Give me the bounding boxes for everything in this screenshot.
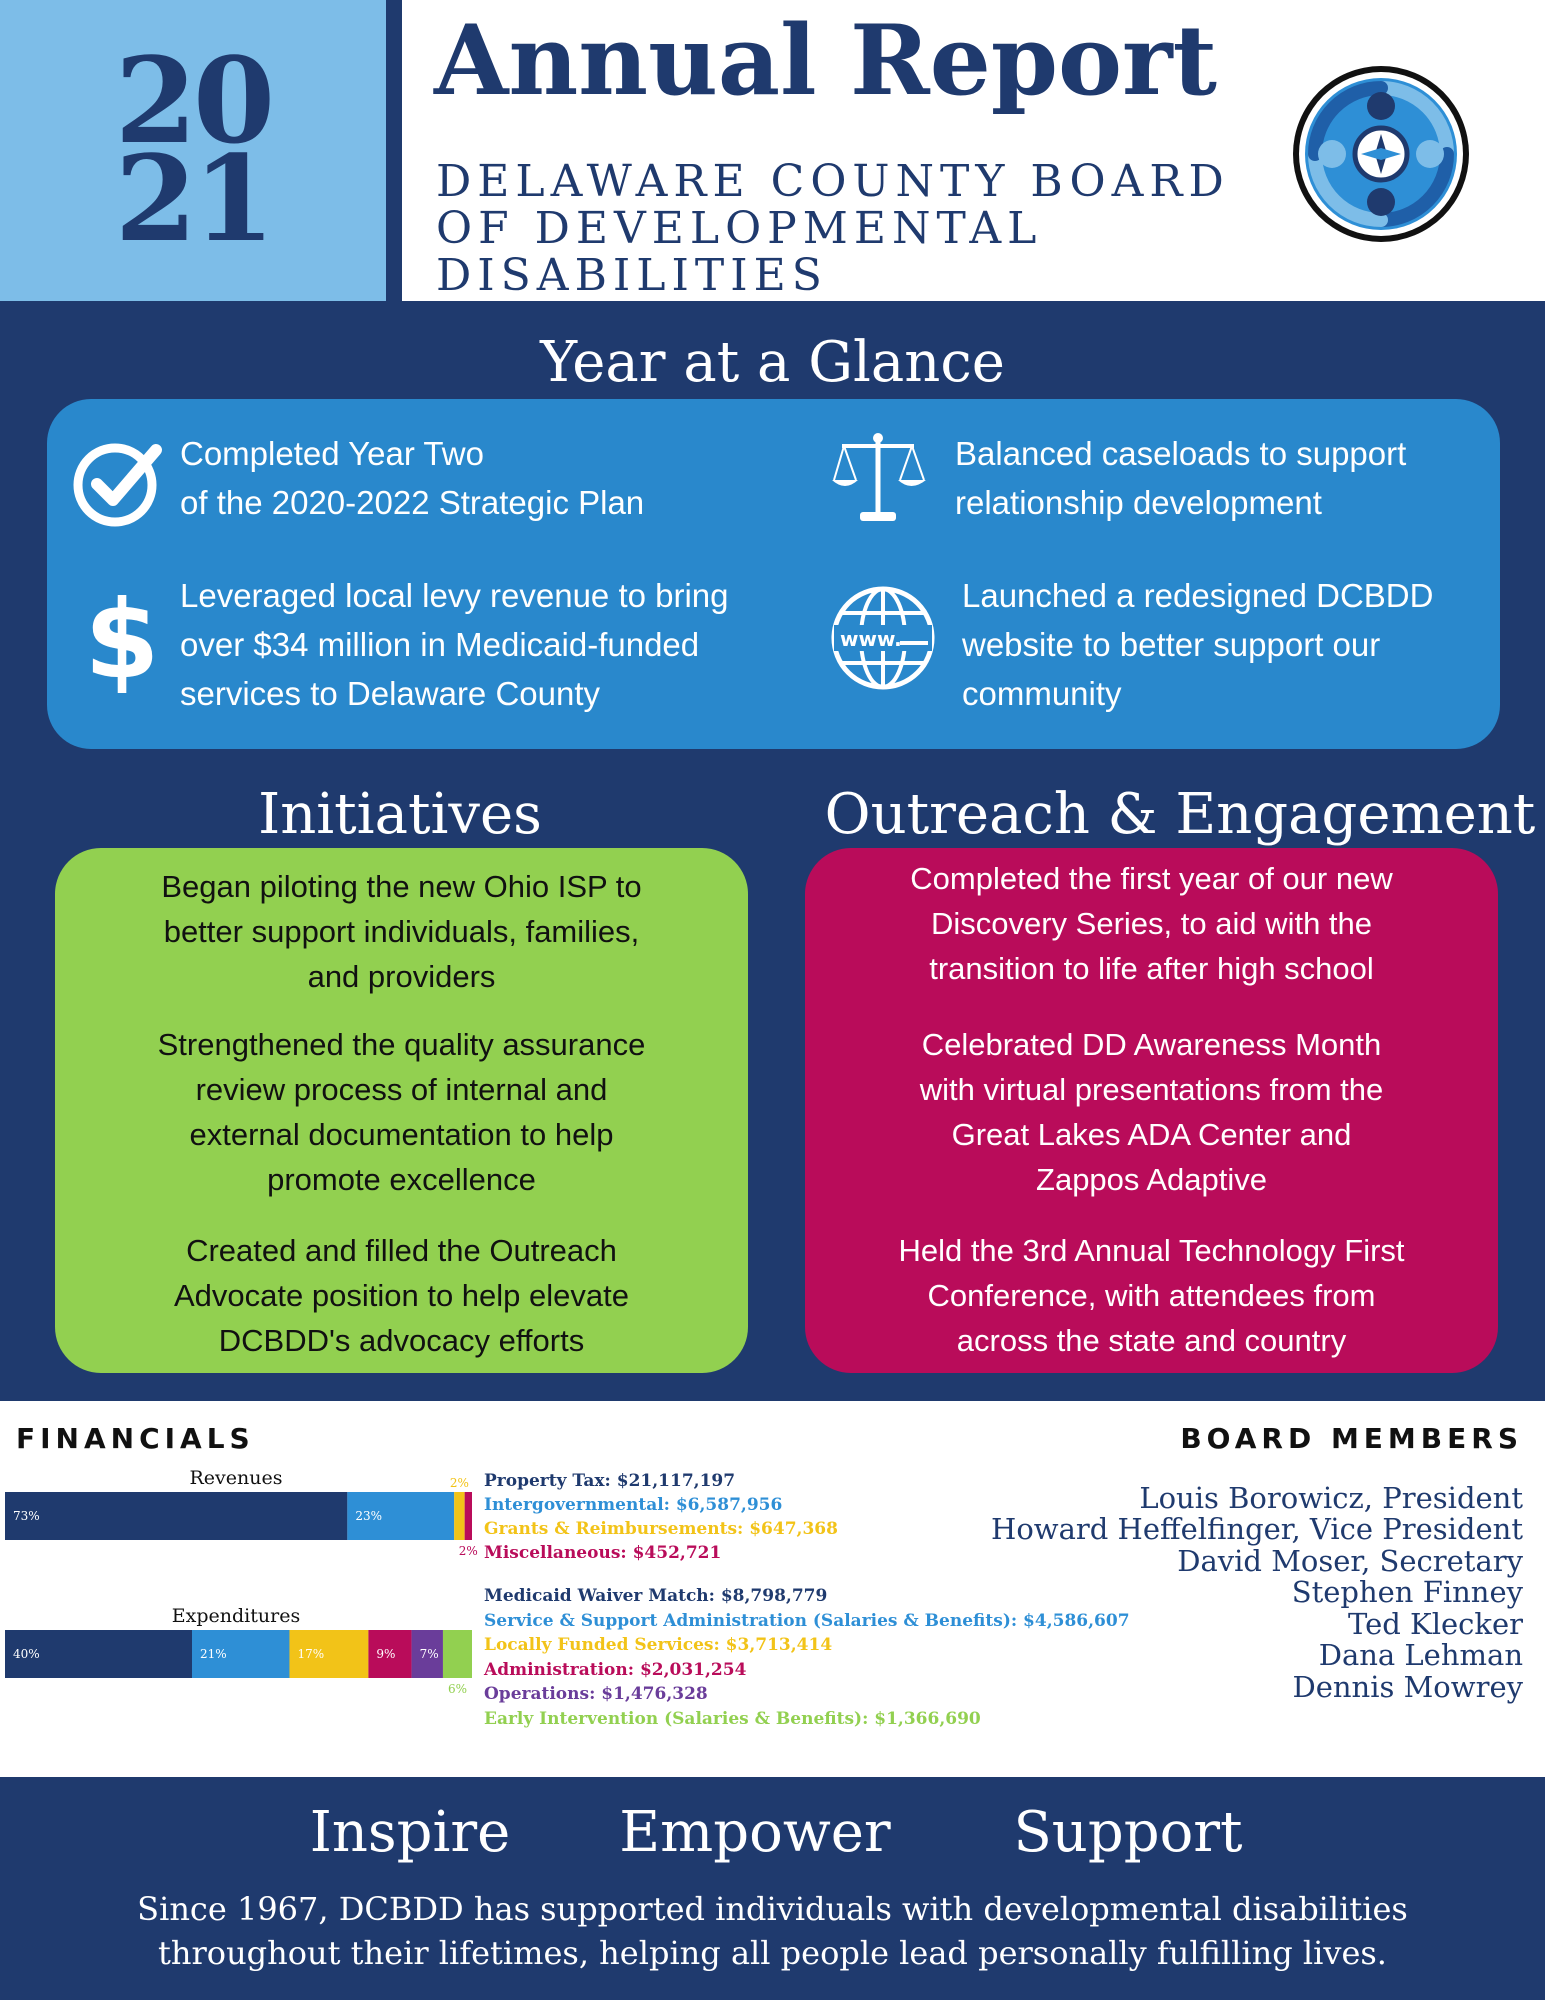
outreach-text-line: Celebrated DD Awareness Month: [921, 1027, 1382, 1062]
initiative-text-line: and providers: [307, 959, 496, 994]
initiative-item: [55, 1022, 748, 1202]
motto-support: Support: [1013, 1800, 1243, 1865]
legend-entry: Locally Funded Services: $3,713,414: [484, 1635, 833, 1655]
initiatives-panel: [55, 848, 748, 1373]
glance-text-line: website to better support our: [962, 626, 1381, 663]
initiative-text-line: Strengthened the quality assurance: [157, 1027, 646, 1062]
header-divider: [386, 0, 402, 301]
bar-data-label: 40%: [13, 1647, 40, 1661]
glance-text-line: over $34 million in Medicaid-funded: [180, 626, 700, 663]
bar-segment: [465, 1492, 472, 1540]
glance-text-line: of the 2020-2022 Strategic Plan: [180, 484, 645, 521]
legend-entry: Service & Support Administration (Salaries & Benefits): $4,586,607: [484, 1610, 1130, 1631]
glance-text-line: relationship development: [955, 484, 1322, 521]
legend-entry: Grants & Reimbursements: $647,368: [484, 1519, 838, 1539]
motto-inspire: Inspire: [309, 1800, 511, 1865]
bar-data-label: 23%: [355, 1509, 383, 1523]
bar-data-label: 21%: [200, 1647, 227, 1661]
globe-www-label: www.: [840, 627, 902, 651]
initiatives-heading: Initiatives: [258, 782, 542, 847]
initiative-item: [55, 864, 748, 999]
mission-statement-line-1: Since 1967, DCBDD has supported individuals with developmental disabilities: [137, 1890, 1408, 1928]
legend-entry: Operations: $1,476,328: [484, 1684, 708, 1704]
page-title: Annual Report: [434, 4, 1217, 117]
bar-data-label: 6%: [447, 1682, 468, 1696]
glance-text-line: Balanced caseloads to support: [955, 435, 1407, 472]
board-member: Howard Heffelfinger, Vice President: [991, 1512, 1523, 1546]
bar-data-label: 17%: [297, 1647, 325, 1661]
glance-text-line: Completed Year Two: [180, 435, 484, 472]
outreach-text-line: Great Lakes ADA Center and: [951, 1117, 1352, 1152]
initiative-text-line: promote excellence: [267, 1162, 536, 1197]
initiative-text-line: Began piloting the new Ohio ISP to: [161, 869, 642, 904]
glance-item-strategic-plan: [180, 429, 644, 527]
outreach-text-line: transition to life after high school: [929, 951, 1374, 986]
board-members-heading: BOARD MEMBERS: [1180, 1422, 1523, 1455]
initiative-text-line: Created and filled the Outreach: [186, 1233, 617, 1268]
svg-text:$: $: [84, 585, 160, 693]
bar-segment: [5, 1492, 347, 1540]
board-member: David Moser, Secretary: [1177, 1544, 1523, 1578]
outreach-item: [805, 1022, 1498, 1202]
glance-text-line: community: [962, 675, 1122, 712]
outreach-item: [805, 1228, 1498, 1363]
glance-item-levy-revenue: [180, 571, 729, 718]
outreach-text-line: Zappos Adaptive: [1036, 1162, 1267, 1197]
financials-heading: FINANCIALS: [16, 1422, 255, 1455]
bar-data-label: 2%: [449, 1476, 469, 1490]
year-top: 20: [114, 31, 272, 170]
org-name-line-2: OF DEVELOPMENTAL: [436, 203, 1043, 254]
board-member: Stephen Finney: [1291, 1575, 1523, 1609]
bar-segment: [443, 1630, 472, 1678]
checkmark-circle-icon: [70, 432, 168, 530]
compass-people-logo-icon: [1280, 62, 1482, 246]
initiative-text-line: Advocate position to help elevate: [174, 1278, 629, 1313]
outreach-text-line: with virtual presentations from the: [919, 1072, 1384, 1107]
legend-entry: Miscellaneous: $452,721: [484, 1543, 722, 1563]
bar-data-label: 2%: [458, 1544, 478, 1558]
glance-text-line: Launched a redesigned DCBDD: [962, 577, 1434, 614]
outreach-text-line: Conference, with attendees from: [927, 1278, 1376, 1313]
revenues-bar-chart: [0, 1472, 480, 1562]
board-member: Dana Lehman: [1318, 1638, 1523, 1672]
legend-entry: Intergovernmental: $6,587,956: [484, 1495, 783, 1515]
outreach-text-line: Completed the first year of our new: [910, 861, 1393, 896]
glance-text-line: Leveraged local levy revenue to bring: [180, 577, 729, 614]
initiative-item: [55, 1228, 748, 1363]
legend-entry: Administration: $2,031,254: [484, 1659, 747, 1680]
dollar-sign-icon: [80, 585, 164, 693]
legend-entry: Medicaid Waiver Match: $8,798,779: [484, 1586, 828, 1606]
expenditures-chart-title: Expenditures: [171, 1605, 301, 1627]
glance-item-caseloads: [955, 429, 1406, 527]
initiative-text-line: better support individuals, families,: [163, 914, 640, 949]
balance-scale-icon: [828, 428, 928, 528]
legend-entry: Property Tax: $21,117,197: [484, 1471, 736, 1491]
initiative-text-line: DCBDD's advocacy efforts: [218, 1323, 585, 1358]
legend-entry: Early Intervention (Salaries & Benefits): $1,366,690: [484, 1708, 981, 1729]
motto-empower: Empower: [619, 1800, 891, 1865]
revenues-chart-title: Revenues: [189, 1467, 283, 1489]
globe-www-icon: [828, 583, 938, 693]
outreach-text-line: Discovery Series, to aid with the: [930, 906, 1373, 941]
expenditures-bar-chart: [0, 1610, 480, 1700]
year-at-a-glance-heading: Year at a Glance: [540, 330, 1005, 395]
board-member: Ted Klecker: [1348, 1607, 1523, 1641]
board-member: Louis Borowicz, President: [1139, 1481, 1523, 1515]
bar-segment: [454, 1492, 465, 1540]
glance-item-website: [962, 571, 1433, 718]
glance-text-line: services to Delaware County: [180, 675, 601, 712]
org-name-line-1: DELAWARE COUNTY BOARD: [436, 156, 1230, 207]
initiative-text-line: review process of internal and: [195, 1072, 608, 1107]
outreach-text-line: Held the 3rd Annual Technology First: [898, 1233, 1405, 1268]
board-member: Dennis Mowrey: [1292, 1670, 1523, 1704]
year-bottom: 21: [114, 129, 272, 268]
initiative-text-line: external documentation to help: [189, 1117, 614, 1152]
outreach-item: [805, 856, 1498, 991]
outreach-heading: Outreach & Engagement: [824, 782, 1536, 847]
outreach-panel: [805, 848, 1498, 1373]
bar-data-label: 9%: [376, 1647, 396, 1661]
bar-data-label: 73%: [13, 1509, 40, 1523]
bar-data-label: 7%: [419, 1647, 439, 1661]
org-name-line-3: DISABILITIES: [436, 250, 828, 301]
mission-statement-line-2: throughout their lifetimes, helping all people lead personally fulfilling lives.: [158, 1934, 1387, 1972]
outreach-text-line: across the state and country: [956, 1323, 1347, 1358]
